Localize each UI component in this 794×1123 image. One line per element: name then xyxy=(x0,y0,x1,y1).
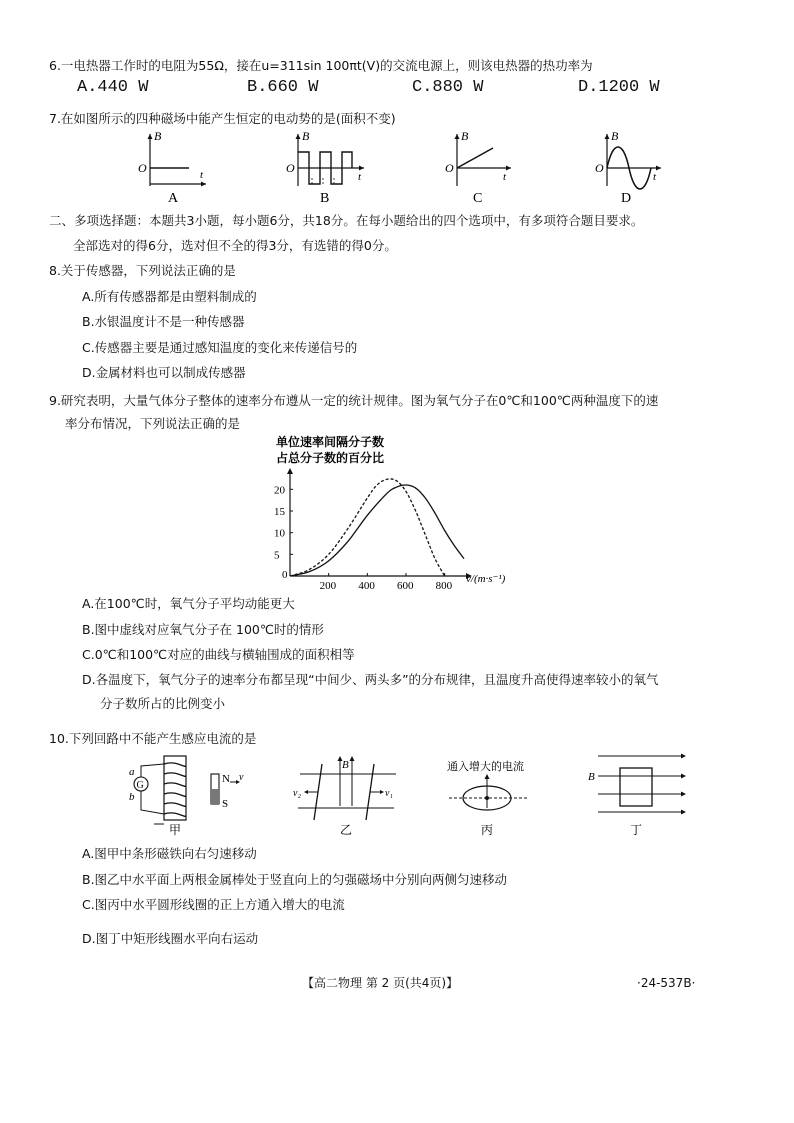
q8-option-c: C.传感器主要是通过感知温度的变化来传递信号的 xyxy=(82,340,358,355)
q10-figure-jia xyxy=(124,748,264,838)
x-axis-label: v/(m·s⁻¹) xyxy=(466,573,506,585)
axis-b-label: B xyxy=(461,129,469,143)
arrow-icon xyxy=(350,756,355,761)
arrow-icon xyxy=(287,468,293,474)
y-tick-label: 15 xyxy=(274,506,285,518)
q10-option-d: D.图丁中矩形线圈水平向右运动 xyxy=(82,931,259,946)
q9-option-c: C.0℃和100℃对应的曲线与横轴围成的面积相等 xyxy=(82,647,355,662)
arrow-icon xyxy=(681,754,686,759)
x-tick-label: 600 xyxy=(397,580,414,592)
section2-header: 二、多项选择题：本题共3小题，每小题6分，共18分。在每小题给出的四个选项中，有多项符合题目要求。 xyxy=(49,213,644,228)
q8-option-b: B.水银温度计不是一种传感器 xyxy=(82,314,245,329)
arrow-icon xyxy=(656,166,661,171)
q10-stem: 10.下列回路中不能产生感应电流的是 xyxy=(49,731,257,746)
velocity-label: v xyxy=(239,772,244,783)
arrow-icon xyxy=(304,790,308,794)
arrow-icon xyxy=(506,166,511,171)
graph-line xyxy=(457,148,493,168)
arrow-icon xyxy=(485,774,490,779)
q8-option-a: A.所有传感器都是由塑料制成的 xyxy=(82,289,257,304)
q7-figure-b xyxy=(282,128,372,206)
y-tick-label: 20 xyxy=(274,484,285,497)
paper-code: ·24-537B· xyxy=(637,976,696,990)
galvanometer-label: G xyxy=(136,780,144,791)
axis-t-label: t xyxy=(503,171,507,183)
y-tick-label: 5 xyxy=(274,549,280,562)
origin-label: O xyxy=(286,161,295,175)
speed-distribution-chart xyxy=(268,432,528,592)
section2-rules: 全部选对的得6分，选对但不全的得3分，有选错的得0分。 xyxy=(73,238,397,253)
q9-stem-line2: 率分布情况，下列说法正确的是 xyxy=(65,416,241,431)
arrow-icon xyxy=(455,134,460,139)
magnet-n-label: N xyxy=(222,773,230,785)
field-b-label: B xyxy=(342,759,349,771)
field-b-label: B xyxy=(588,771,595,783)
q9-option-b: B.图中虚线对应氧气分子在 100℃时的情形 xyxy=(82,622,324,637)
figure-label: 乙 xyxy=(340,823,353,837)
arrow-icon xyxy=(296,134,301,139)
origin-label: 0 xyxy=(282,569,288,581)
q8-stem: 8.关于传感器，下列说法正确的是 xyxy=(49,263,236,278)
q6-option-b: B.660 W xyxy=(247,78,319,97)
q6-option-c: C.880 W xyxy=(412,78,484,97)
origin-label: O xyxy=(445,161,454,175)
x-tick-label: 800 xyxy=(435,580,453,592)
origin-label: O xyxy=(138,161,147,175)
q10-option-c: C.图丙中水平圆形线圈的正上方通入增大的电流 xyxy=(82,897,345,912)
figure-label: C xyxy=(473,191,483,206)
chart-title-line2: 占总分子数的百分比 xyxy=(276,451,385,465)
terminal-a-label: a xyxy=(129,766,135,778)
figure-label: D xyxy=(621,191,632,206)
q6-stem: 6.一电热器工作时的电阻为55Ω，接在u=311sin 100πt(V)的交流电源上，则该电热器的热功率为 xyxy=(49,58,593,73)
figure-label: 丁 xyxy=(630,823,643,837)
q10-figure-bing xyxy=(445,758,545,838)
arrow-icon xyxy=(681,810,686,815)
page-footer: 【高二物理 第 2 页(共4页)】 xyxy=(302,976,459,990)
magnet-south-half xyxy=(211,789,219,804)
q7-figure-c xyxy=(441,128,521,206)
x-tick-label: 200 xyxy=(319,580,337,592)
rectangular-coil xyxy=(620,768,652,806)
x-tick-label: 400 xyxy=(358,580,375,592)
figure-label: A xyxy=(168,191,179,206)
arrow-icon xyxy=(148,134,153,139)
velocity-v2-label: v₂ xyxy=(293,788,301,799)
q7-figure-a xyxy=(134,128,214,206)
q9-option-a: A.在100℃时，氧气分子平均动能更大 xyxy=(82,596,295,611)
axis-b-label: B xyxy=(611,129,619,143)
arrow-icon xyxy=(681,774,686,779)
axis-t-label: t xyxy=(358,171,362,183)
center-dot xyxy=(485,796,489,800)
arrow-icon xyxy=(605,134,610,139)
arrow-icon xyxy=(681,792,686,797)
origin-label: O xyxy=(595,161,604,175)
q9-option-d-line2: 分子数所占的比例变小 xyxy=(100,696,226,711)
arrow-icon xyxy=(359,166,364,171)
q6-option-d: D.1200 W xyxy=(578,78,660,97)
arrow-icon xyxy=(380,790,384,794)
bing-caption: 通入增大的电流 xyxy=(447,761,524,773)
q10-figure-yi xyxy=(292,748,402,838)
axis-t-label: t xyxy=(200,169,204,181)
terminal-b-label: b xyxy=(129,791,135,803)
q10-option-a: A.图甲中条形磁铁向右匀速移动 xyxy=(82,846,257,861)
axis-t-label: t xyxy=(653,171,657,183)
velocity-v1-label: v₁ xyxy=(385,788,393,799)
axis-b-label: B xyxy=(302,129,310,143)
figure-label: 甲 xyxy=(169,823,182,837)
arrow-icon xyxy=(201,182,206,187)
q7-figure-d xyxy=(591,128,671,206)
y-tick-label: 10 xyxy=(274,527,285,540)
q9-option-d-line1: D.各温度下，氧气分子的速率分布都呈现“中间少、两头多”的分布规律，且温度升高使得速率较小的氧气 xyxy=(82,672,659,687)
q6-option-a: A.440 W xyxy=(77,78,149,97)
q10-figure-ding xyxy=(584,748,694,838)
figure-label: 丙 xyxy=(481,823,494,837)
series-solid-line xyxy=(290,485,464,576)
magnet-s-label: S xyxy=(222,798,229,810)
figure-label: B xyxy=(320,191,330,206)
axis-b-label: B xyxy=(154,129,162,143)
chart-title-line1: 单位速率间隔分子数 xyxy=(276,435,385,449)
q8-option-d: D.金属材料也可以制成传感器 xyxy=(82,365,246,380)
q10-option-b: B.图乙中水平面上两根金属棒处于竖直向上的匀强磁场中分别向两侧匀速移动 xyxy=(82,872,508,887)
q7-stem: 7.在如图所示的四种磁场中能产生恒定的电动势的是(面积不变) xyxy=(49,111,396,126)
q9-stem-line1: 9.研究表明，大量气体分子整体的速率分布遵从一定的统计规律。图为氧气分子在0℃和100℃两种温度下的速 xyxy=(49,393,659,408)
